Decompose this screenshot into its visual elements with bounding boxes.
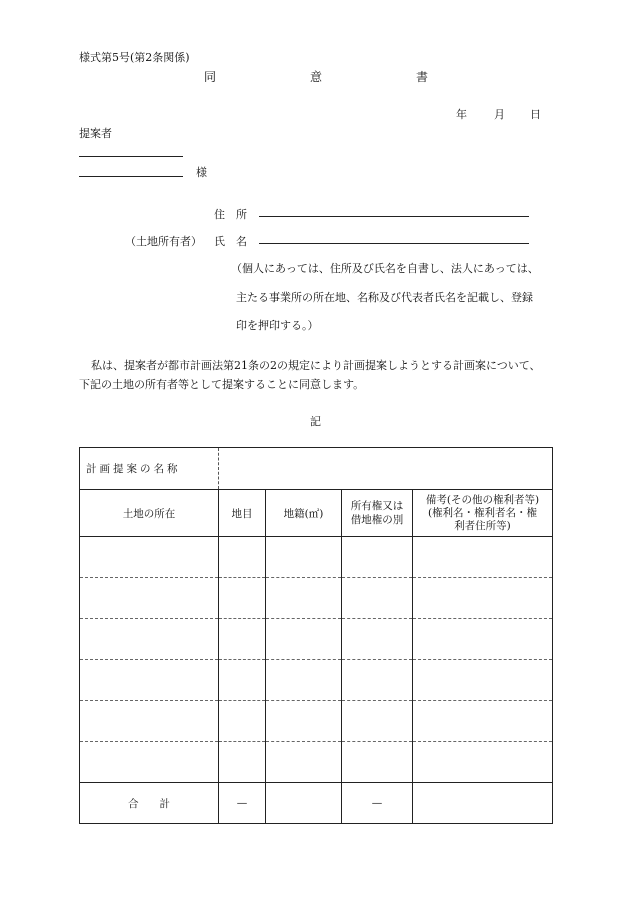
total-ownership: — [342, 783, 413, 824]
table-row [80, 660, 553, 701]
ki-label: 記 [310, 415, 321, 428]
cell-land-category[interactable] [219, 660, 266, 701]
cell-ownership[interactable] [342, 742, 413, 783]
cell-remarks[interactable] [413, 701, 553, 742]
addressee-honorific: 様 [196, 166, 207, 179]
cell-area[interactable] [266, 537, 342, 578]
header-remarks-line3: 利者住所等) [454, 519, 511, 532]
table-row [80, 701, 553, 742]
cell-remarks[interactable] [413, 619, 553, 660]
title-char-3: 書 [416, 70, 429, 84]
name-line [259, 243, 529, 244]
cell-location[interactable] [80, 701, 219, 742]
land-table [79, 447, 553, 824]
proposal-name-label: 計画提案の名称 [80, 448, 219, 490]
title-char-2: 意 [310, 70, 323, 84]
total-remarks[interactable] [413, 783, 553, 824]
header-remarks-line2: (権利名・権利者名・権 [427, 506, 538, 519]
table-row [80, 537, 553, 578]
body-line-1: 私は、提案者が都市計画法第21条の2の規定により計画提案しようとする計画案について、 [91, 359, 541, 372]
total-land-category: — [219, 783, 266, 824]
total-area[interactable] [266, 783, 342, 824]
cell-remarks[interactable] [413, 742, 553, 783]
name-label: 氏 名 [214, 235, 247, 248]
signer-note-3: 印を押印する。） [236, 319, 319, 332]
cell-land-category[interactable] [219, 701, 266, 742]
table-row [80, 578, 553, 619]
cell-location[interactable] [80, 537, 219, 578]
address-label: 住 所 [214, 208, 247, 221]
cell-area[interactable] [266, 701, 342, 742]
header-ownership-line2: 借地権の別 [350, 514, 404, 526]
signer-note-2: 主たる事業所の所在地、名称及び代表者氏名を記載し、登録 [236, 291, 533, 304]
cell-ownership[interactable] [342, 537, 413, 578]
cell-ownership[interactable] [342, 619, 413, 660]
header-remarks-line1: 備考(その他の権利者等) [425, 493, 540, 506]
total-row [80, 783, 553, 824]
body-line-2: 下記の土地の所有者等として提案することに同意します。 [79, 378, 365, 391]
cell-location[interactable] [80, 660, 219, 701]
addressee-label: 提案者 [79, 127, 112, 140]
date-day: 日 [530, 108, 541, 121]
header-ownership-line1: 所有権又は [350, 500, 404, 512]
header-ownership [342, 490, 413, 537]
cell-land-category[interactable] [219, 742, 266, 783]
title-char-1: 同 [204, 70, 217, 84]
proposal-name-value[interactable] [219, 448, 553, 490]
cell-area[interactable] [266, 578, 342, 619]
table-row [80, 619, 553, 660]
cell-remarks[interactable] [413, 537, 553, 578]
addressee-line-2 [79, 176, 183, 177]
cell-location[interactable] [80, 619, 219, 660]
signer-note-1: （個人にあっては、住所及び氏名を自書し、法人にあっては、 [231, 262, 539, 275]
cell-remarks[interactable] [413, 660, 553, 701]
header-remarks [413, 490, 553, 537]
role-label: （土地所有者） [125, 235, 202, 248]
cell-ownership[interactable] [342, 578, 413, 619]
cell-area[interactable] [266, 742, 342, 783]
cell-remarks[interactable] [413, 578, 553, 619]
header-land-category: 地目 [219, 490, 266, 537]
header-area: 地籍(㎡) [266, 490, 342, 537]
cell-ownership[interactable] [342, 660, 413, 701]
cell-ownership[interactable] [342, 701, 413, 742]
table-row [80, 742, 553, 783]
cell-location[interactable] [80, 578, 219, 619]
addressee-line-1 [79, 156, 183, 157]
cell-location[interactable] [80, 742, 219, 783]
cell-area[interactable] [266, 660, 342, 701]
header-row [80, 490, 553, 537]
form-number: 様式第5号(第2条関係) [79, 51, 190, 64]
address-line [259, 216, 529, 217]
cell-land-category[interactable] [219, 537, 266, 578]
header-location: 土地の所在 [80, 490, 219, 537]
cell-land-category[interactable] [219, 619, 266, 660]
date-year: 年 [456, 108, 467, 121]
cell-area[interactable] [266, 619, 342, 660]
total-label: 合 計 [80, 783, 219, 824]
date-month: 月 [494, 108, 505, 121]
proposal-name-row [80, 448, 553, 490]
cell-land-category[interactable] [219, 578, 266, 619]
